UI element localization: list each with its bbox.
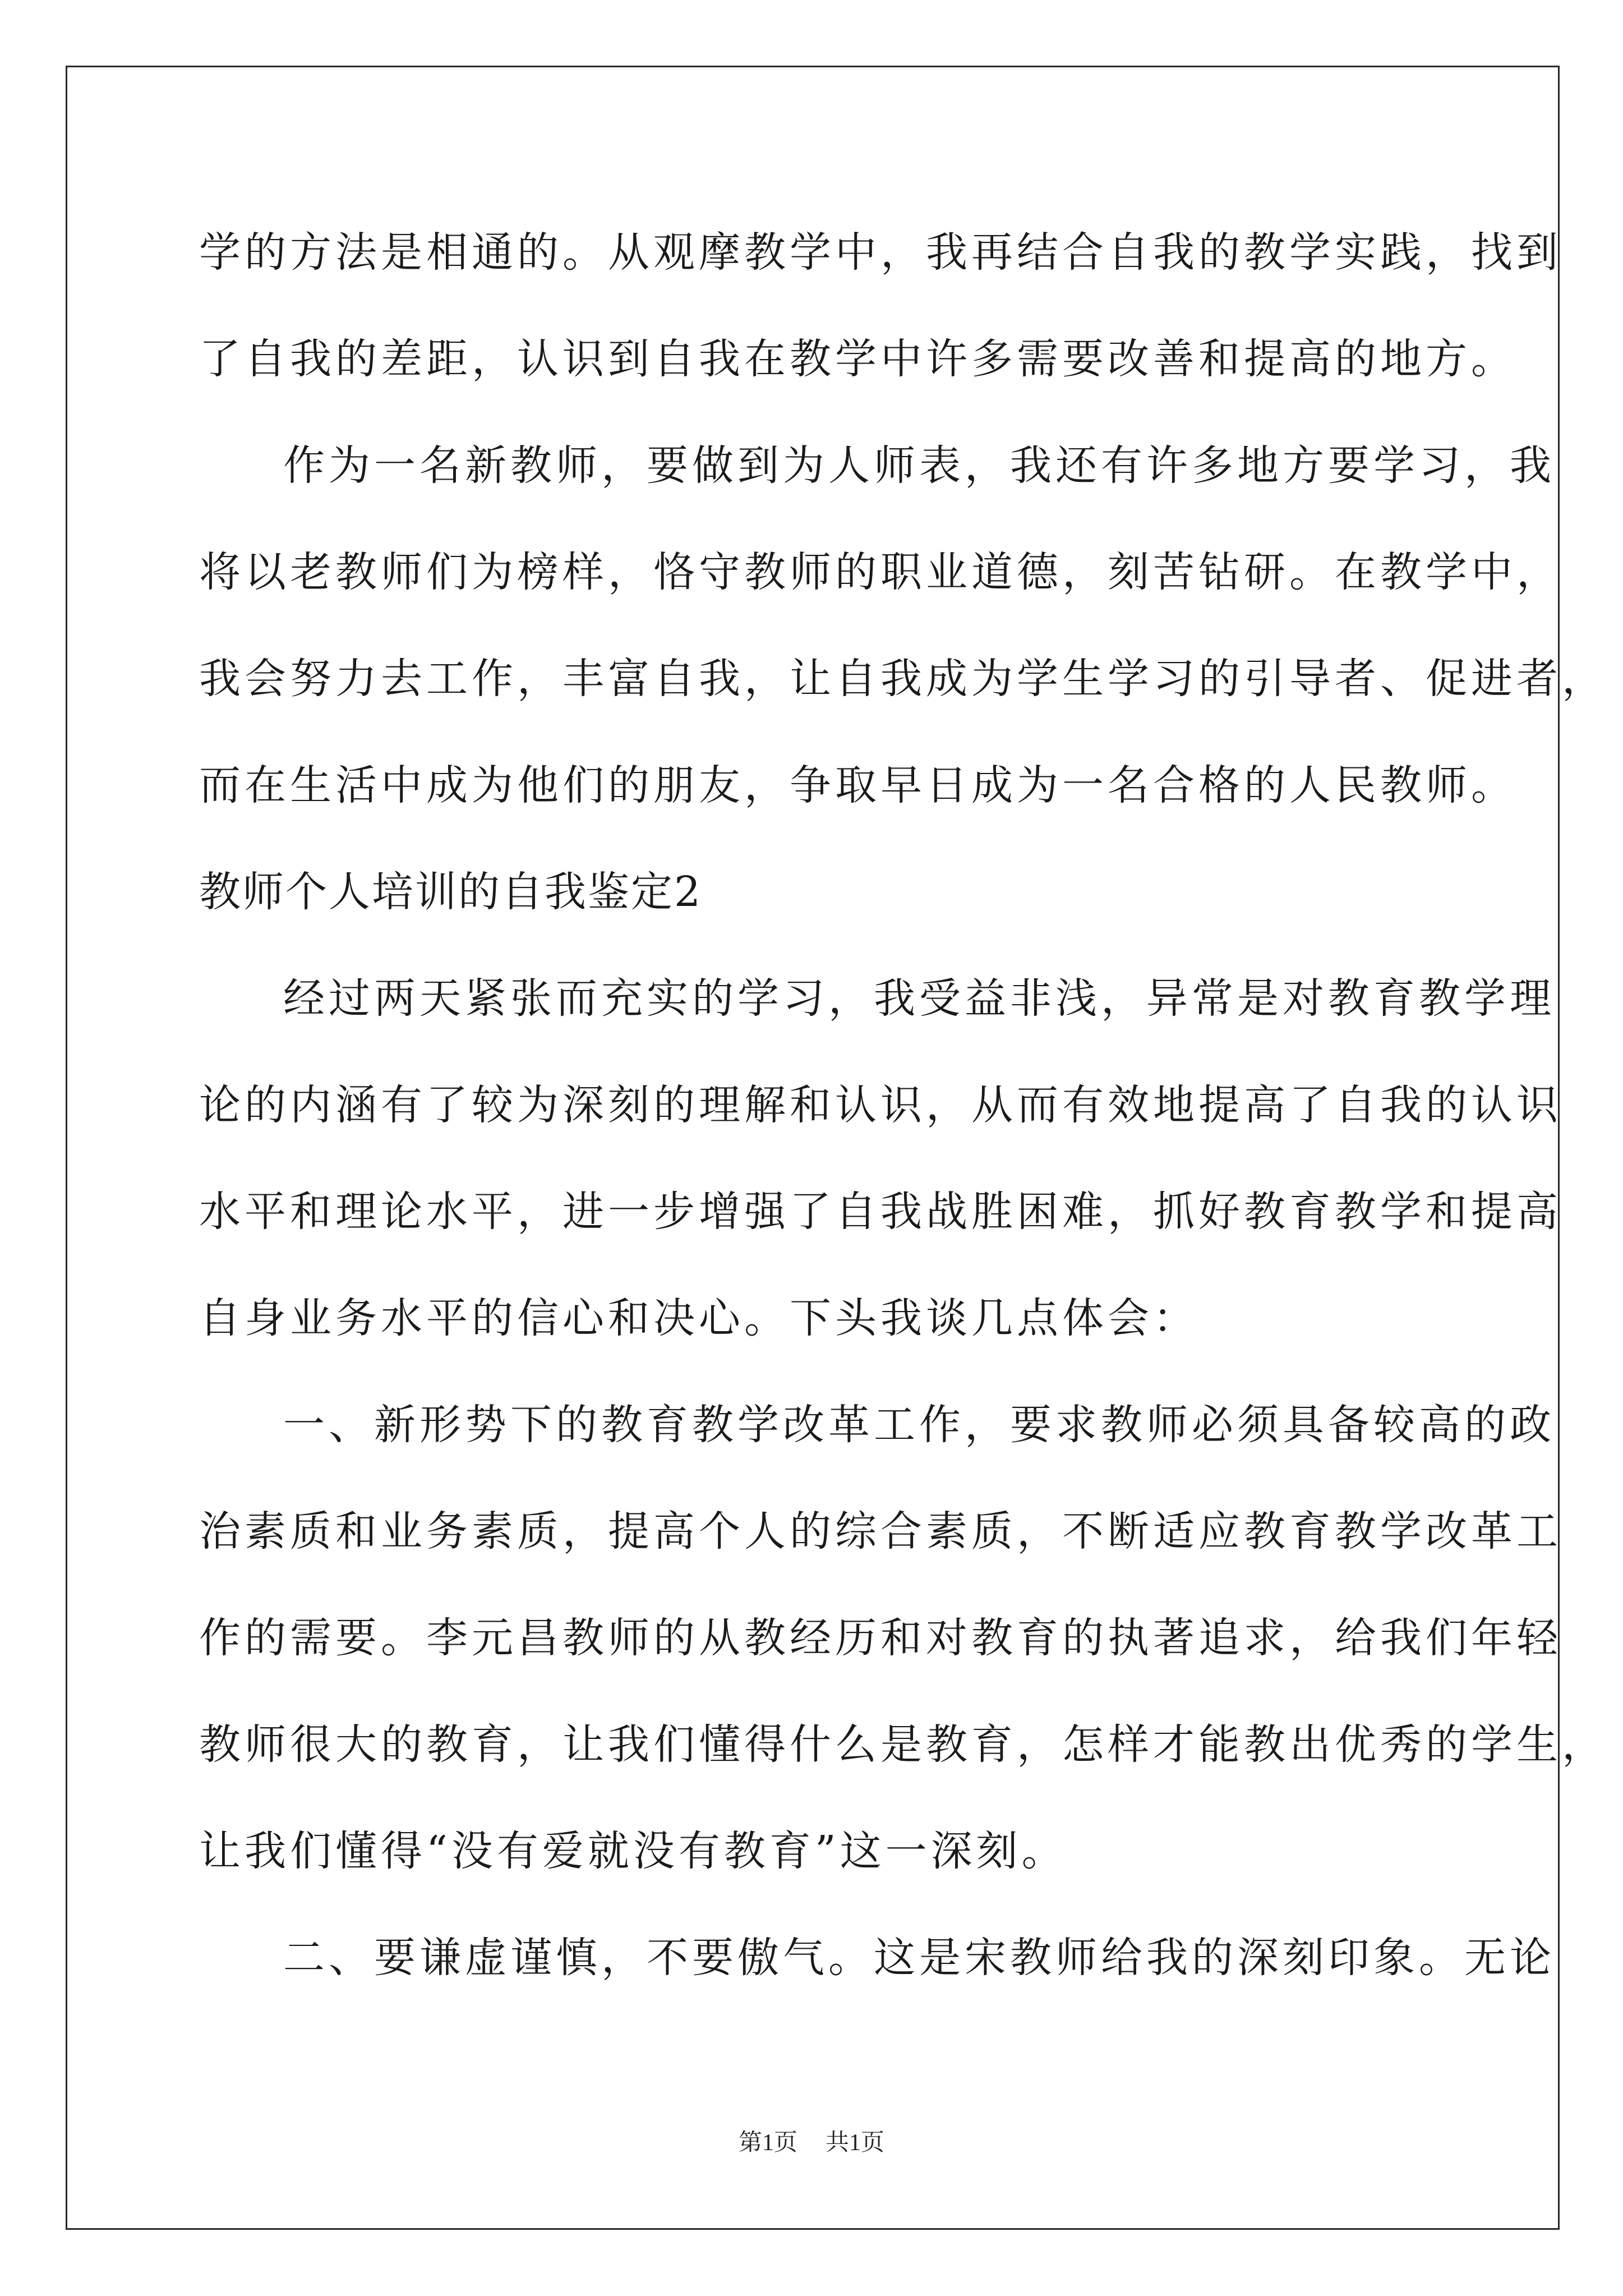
text-line: 治素质和业务素质，提高个人的综合素质，不断适应教育教学改革工 bbox=[199, 1507, 1562, 1556]
page-number: 第1页 bbox=[738, 2130, 797, 2156]
text-line: 我会努力去工作，丰富自我，让自我成为学生学习的引导者、促进者， bbox=[199, 655, 1607, 703]
section-heading: 教师个人培训的自我鉴定2 bbox=[199, 868, 703, 916]
text-line: 教师很大的教育，让我们懂得什么是教育，怎样才能教出优秀的学生， bbox=[199, 1720, 1607, 1769]
text-line: 作的需要。李元昌教师的从教经历和对教育的执著追求，给我们年轻 bbox=[199, 1614, 1562, 1662]
text-line: 论的内涵有了较为深刻的理解和认识，从而有效地提高了自我的认识 bbox=[199, 1081, 1562, 1129]
page-total: 共1页 bbox=[826, 2130, 885, 2156]
text-line: 让我们懂得“没有爱就没有教育”这一深刻。 bbox=[199, 1827, 1067, 1875]
paragraph-start-line: 作为一名新教师，要做到为人师表，我还有许多地方要学习，我 bbox=[283, 441, 1555, 490]
text-line: 水平和理论水平，进一步增强了自我战胜困难，抓好教育教学和提高 bbox=[199, 1188, 1562, 1236]
document-body bbox=[199, 213, 1607, 2025]
paragraph-start-line: 一、新形势下的教育教学改革工作，要求教师必须具备较高的政 bbox=[283, 1401, 1555, 1449]
text-line: 而在生活中成为他们的朋友，争取早日成为一名合格的人民教师。 bbox=[199, 761, 1516, 809]
text-line: 学的方法是相通的。从观摩教学中，我再结合自我的教学实践，找到 bbox=[199, 228, 1562, 277]
page-footer bbox=[0, 2126, 1623, 2160]
text-line: 将以老教师们为榜样，恪守教师的职业道德，刻苦钻研。在教学中， bbox=[199, 548, 1562, 596]
paragraph-start-line: 二、要谦虚谨慎，不要傲气。这是宋教师给我的深刻印象。无论 bbox=[283, 1934, 1555, 1982]
text-line: 自身业务水平的信心和决心。下头我谈几点体会： bbox=[199, 1294, 1198, 1342]
text-line: 了自我的差距，认识到自我在教学中许多需要改善和提高的地方。 bbox=[199, 335, 1516, 383]
paragraph-start-line: 经过两天紧张而充实的学习，我受益非浅，异常是对教育教学理 bbox=[283, 974, 1555, 1023]
